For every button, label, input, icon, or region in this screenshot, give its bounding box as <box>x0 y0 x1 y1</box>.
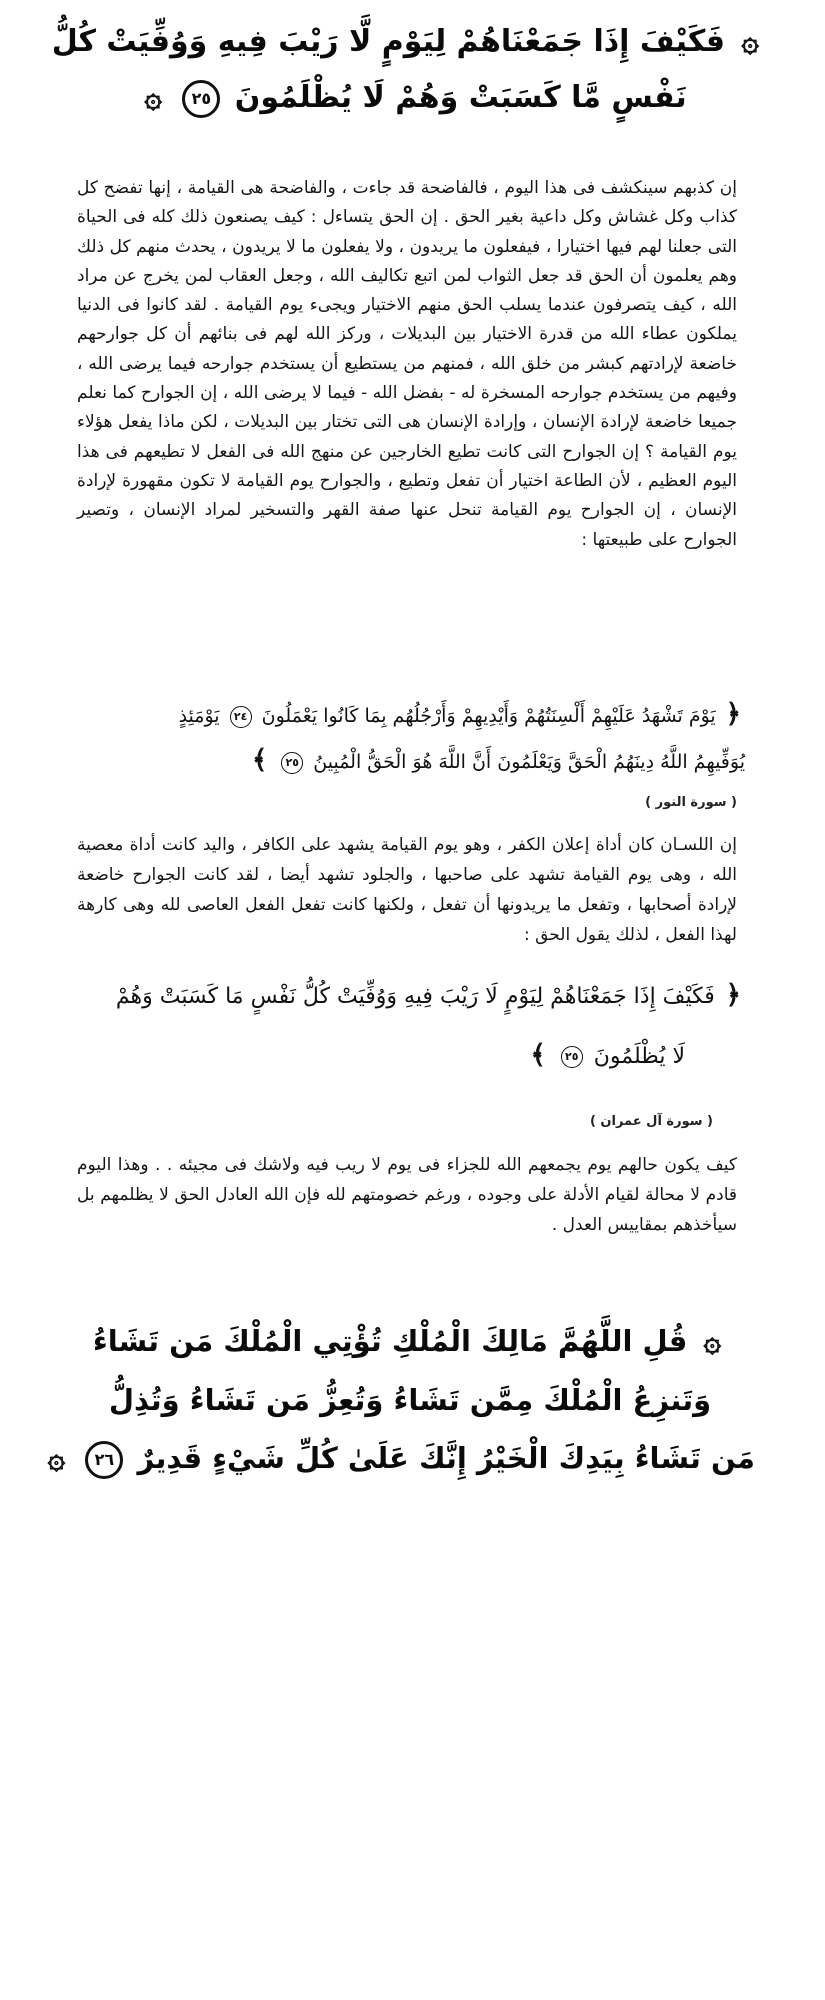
heading-verse-line-1 <box>51 14 765 70</box>
closing-verse-text-2: وَتَنزِعُ الْمُلْكَ مِمَّن تَشَاءُ وَتُعِزُّ مَن تَشَاءُ وَتُذِلُّ <box>108 1383 712 1417</box>
verse-start-ornament-icon: ۞ <box>741 24 759 59</box>
commentary-paragraph-1 <box>77 174 737 555</box>
closing-verse-line-2 <box>65 1371 755 1429</box>
open-bracket-icon: ﴿ <box>725 699 741 729</box>
closing-verse-text-1: قُلِ اللَّهُمَّ مَالِكَ الْمُلْكِ تُؤْتِي الْمُلْكَ مَن تَشَاءُ <box>92 1324 688 1358</box>
quoted-verse-2-text-1: فَكَيْفَ إِذَا جَمَعْنَاهُمْ لِيَوْمٍ لَا رَيْبَ فِيهِ وَوُفِّيَتْ كُلُّ نَفْسٍ مَا كَسَبَتْ وَهُمْ <box>115 984 715 1009</box>
paragraph-2-text: إن اللسـان كان أداة إعلان الكفر ، وهو يوم القيامة يشهد على الكافر ، واليد كانت أداة معصية الله ، وهى يوم القيامة تشهد على صاحبها ، والجلود تشهد أيضا ، لقد كانت الجوارح خاضعة لإرادة أصحابها ، وتفعل ما يريدونها أن تفعل ، ولكنها كانت تفعل الفعل العاصى لله وهى كارهة لهذا الفعل ، لذلك يقول الحق : <box>77 835 737 945</box>
commentary-paragraph-2 <box>77 830 737 950</box>
ayah-number-badge: ٢٥ <box>561 1046 583 1068</box>
quoted-verse-1-tail: يَوْمَئِذٍ <box>178 705 220 727</box>
paragraph-1-text: إن كذبهم سينكشف فى هذا اليوم ، فالفاضحة قد جاءت ، والفاضحة هى القيامة ، إنها تفضح كل كذاب وكل غشاش وكل داعية بغير الحق . إن الحق يتساءل : كيف يصنعون ذلك كله فى الحياة التى جعلنا لهم فيها اختيارا ، فيفعلون ما يريدون ، ولا يفعلون ما لا يريدون ، يحدث منهم كل ذلك وهم يعلمون أن الحق قد جعل الثواب لمن اتبع تكاليف الله ، وجعل العقاب لمن يخرج عن مراد الله ، كيف يتصرفون عندما يسلب الحق منهم الاختيار ويجىء يوم القيامة . لقد كانوا فى الدنيا يملكون عطاء الله من قدرة الاختيار بين البديلات ، وركز الله لهم فى بنائهم أن كل جوارحهم خاضعة لإرادتهم كبشر من خلق الله ، فمنهم من يستطيع أن يستخدم جوارحه فيما يرضى الله ، وفيهم من يستخدم جوارحه المسخرة له - بفضل الله - فيما لا يرضى الله ، إن الجوارح كما نعلم جميعا خاضعة لإرادة الإنسان ، وإرادة الإنسان هى التى تختار بين البديلات ، لكن ماذا يفعل هؤلاء يوم القيامة ؟ إن الجوارح التى كانت تطيع الخارجين عن منهج الله فى الفعل لا تطيعهم فى هذا اليوم العظيم ، لأن الطاعة اختيار أن تفعل وتطيع ، والجوارح يوم القيامة لا تكون مقهورة لإرادة الإنسان ، إن الجوارح يوم القيامة تنحل عنها صفة القهر والتسخير لمراد الإنسان ، وتصير الجوارح على طبيعتها : <box>77 178 737 550</box>
source-label-surah-nur: ( سورة النور ) <box>645 795 737 810</box>
close-bracket-icon: ﴾ <box>251 745 268 775</box>
quoted-verse-1 <box>70 692 745 784</box>
source-label-surah-al-imran: ( سورة آل عمران ) <box>589 1114 713 1129</box>
heading-verse-line-2 <box>60 70 765 126</box>
closing-verse-line-1 <box>65 1312 755 1371</box>
ayah-number-badge: ٢٤ <box>230 706 252 728</box>
quoted-verse-1-text-2: يُوَفِّيهِمُ اللَّهُ دِينَهُمُ الْحَقَّ وَيَعْلَمُونَ أَنَّ اللَّهَ هُوَ الْحَقُّ الْمُبِينُ <box>313 751 745 773</box>
verse-end-ornament-icon: ۞ <box>144 80 162 115</box>
close-bracket-icon: ﴾ <box>530 1040 546 1070</box>
ayah-number-badge: ٢٥ <box>182 80 220 118</box>
heading-verse-text-2: نَفْسٍ مَّا كَسَبَتْ وَهُمْ لَا يُظْلَمُونَ <box>234 80 687 115</box>
ayah-number-badge: ٢٦ <box>85 1441 123 1479</box>
quoted-verse-1-line-1 <box>70 692 745 738</box>
open-bracket-icon: ﴿ <box>725 980 741 1010</box>
quoted-verse-1-line-2 <box>70 738 745 784</box>
verse-start-ornament-icon: ۞ <box>703 1324 722 1359</box>
closing-verse <box>47 1312 755 1488</box>
closing-verse-text-3: مَن تَشَاءُ بِيَدِكَ الْخَيْرُ إِنَّكَ عَلَىٰ كُلِّ شَيْءٍ قَدِيرٌ <box>137 1441 755 1475</box>
ayah-number-badge: ٢٥ <box>281 752 303 774</box>
commentary-paragraph-3 <box>77 1150 737 1240</box>
quoted-verse-2-line-1 <box>70 966 745 1026</box>
heading-verse-text-1: فَكَيْفَ إِذَا جَمَعْنَاهُمْ لِيَوْمٍ لَّا رَيْبَ فِيهِ وَوُفِّيَتْ كُلُّ <box>51 24 725 59</box>
quoted-verse-2-text-2: لَا يُظْلَمُونَ <box>593 1044 685 1069</box>
quoted-verse-2-line-2 <box>70 1026 745 1086</box>
closing-verse-line-3 <box>47 1429 755 1488</box>
verse-end-ornament-icon: ۞ <box>47 1441 66 1476</box>
heading-verse <box>51 14 765 126</box>
quoted-verse-1-text-1: يَوْمَ تَشْهَدُ عَلَيْهِمْ أَلْسِنَتُهُمْ وَأَيْدِيهِمْ وَأَرْجُلُهُم بِمَا كَانُوا يَعْمَلُونَ <box>261 705 716 727</box>
paragraph-3-text: كيف يكون حالهم يوم يجمعهم الله للجزاء فى يوم لا ريب فيه ولاشك فى مجيئه . . وهذا اليوم قادم لا محالة لقيام الأدلة على وجوده ، ورغم خصومتهم لله فإن الله العادل الحق لا يظلمهم بل سيأخذهم بمقاييس العدل . <box>77 1155 737 1235</box>
quoted-verse-2 <box>70 966 745 1086</box>
